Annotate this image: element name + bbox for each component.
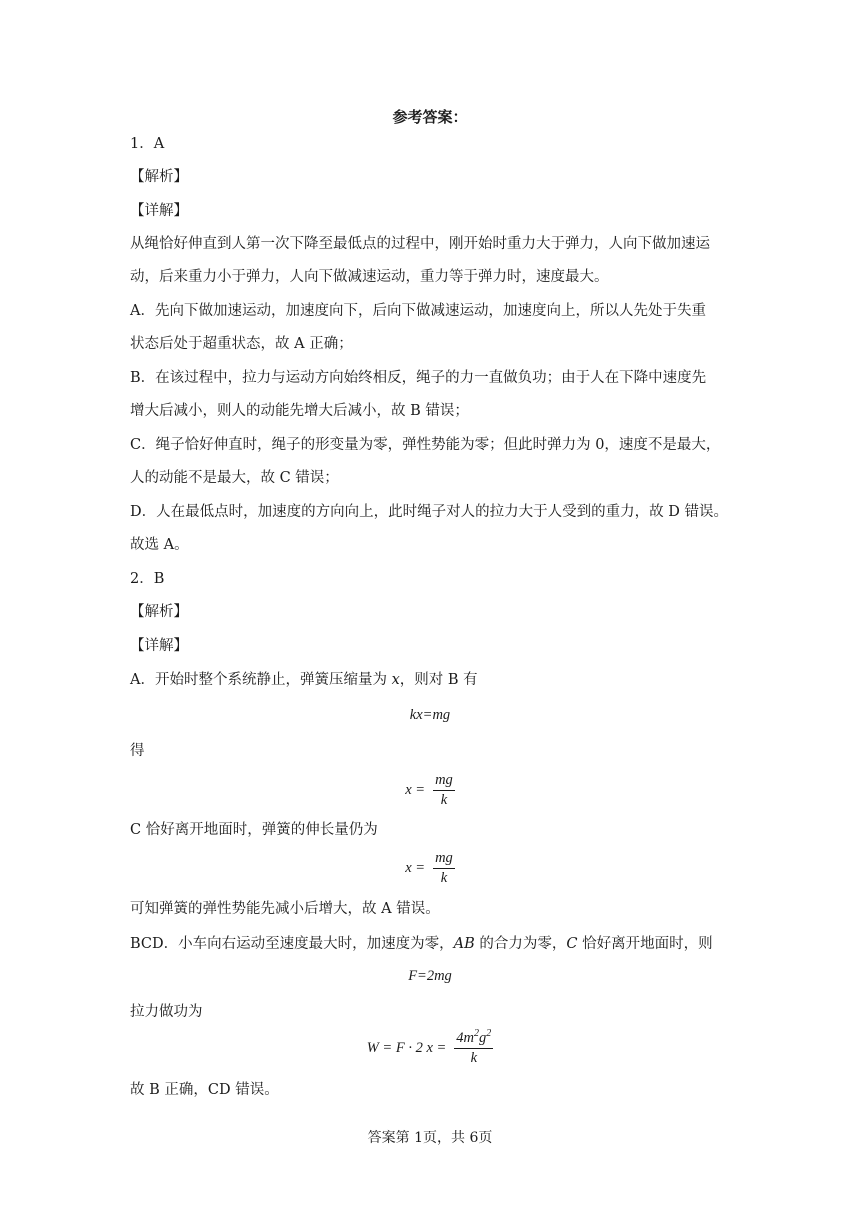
fraction-4m2g2-over-k xyxy=(454,1030,493,1067)
equation-work xyxy=(0,1030,860,1067)
q1-option-d: D．人在最低点时，加速度的方向向上，此时绳子对人的拉力大于人受到的重力，故 D 错误。 xyxy=(130,504,728,520)
q2-conclusion-a: 可知弹簧的弹性势能先减小后增大，故 A 错误。 xyxy=(130,901,440,917)
q2-analysis-label: 【解析】 xyxy=(130,604,188,620)
fraction-numerator: mg xyxy=(433,772,455,791)
q2-option-a-intro-post: ，则对 B 有 xyxy=(399,672,478,688)
q1-option-a-line1: A．先向下做加速运动，加速度向下，后向下做减速运动，加速度向上，所以人先处于失重 xyxy=(130,303,706,319)
fraction-numerator: mg xyxy=(433,850,455,869)
q1-detail-label: 【详解】 xyxy=(130,203,188,219)
equation-work-lhs: W = F · 2 x = xyxy=(366,1040,447,1056)
q2-detail-label: 【详解】 xyxy=(130,638,188,654)
q2-c-line: C 恰好离开地面时，弹簧的伸长量仍为 xyxy=(130,822,378,838)
q2-bcd-pre: BCD．小车向右运动至速度最大时，加速度为零， xyxy=(130,936,454,952)
page-footer: 答案第 1页，共 6页 xyxy=(367,1130,493,1146)
q2-option-a-intro-pre: A．开始时整个系统静止，弹簧压缩量为 xyxy=(130,672,392,688)
q2-de-label: 得 xyxy=(130,743,145,759)
q2-heading: 2．B xyxy=(130,571,165,587)
q1-paragraph-line2: 动，后来重力小于弹力，人向下做减速运动，重力等于弹力时，速度最大。 xyxy=(130,269,609,285)
q1-option-a-line2: 状态后处于超重状态，故 A 正确； xyxy=(130,336,353,352)
q2-option-a-intro-var: x xyxy=(391,672,400,688)
q2-bcd-c: C xyxy=(566,936,578,952)
q1-heading: 1．A xyxy=(130,136,165,152)
q1-option-b-line2: 增大后减小，则人的动能先增大后减小，故 B 错误； xyxy=(130,403,469,419)
q1-analysis-label: 【解析】 xyxy=(130,169,188,185)
q2-bcd-mid: 的合力为零， xyxy=(474,936,567,952)
q1-paragraph-line1: 从绳恰好伸直到人第一次下降至最低点的过程中，刚开始时重力大于弹力，人向下做加速运 xyxy=(130,236,710,252)
numerator-sup-1: 2 xyxy=(474,1028,480,1039)
fraction-denominator: k xyxy=(470,1050,477,1066)
q2-bcd-intro xyxy=(130,934,730,954)
equation-x-lhs: x = xyxy=(405,860,426,876)
q1-option-c-line1: C．绳子恰好伸直时，绳子的形变量为零，弹性势能为零；但此时弹力为 0，速度不是最大， xyxy=(130,437,721,453)
equation-x-mg-k-2 xyxy=(0,850,860,887)
numerator-sup-2: 2 xyxy=(486,1028,492,1039)
q1-choice: 故选 A。 xyxy=(130,537,189,553)
fraction-denominator: k xyxy=(440,870,448,886)
equation-x-lhs: x = xyxy=(405,782,426,798)
fraction-denominator: k xyxy=(440,792,448,808)
q1-option-c-line2: 人的动能不是最大，故 C 错误； xyxy=(130,470,339,486)
fraction-mg-over-k xyxy=(433,850,455,887)
page-title: 参考答案： xyxy=(392,108,468,126)
q2-bcd-ab: AB xyxy=(453,936,475,952)
numerator-g: g xyxy=(479,1030,487,1046)
q2-option-a-intro xyxy=(130,670,730,690)
fraction-numerator xyxy=(454,1030,493,1049)
numerator-4m: 4m xyxy=(456,1030,475,1046)
fraction-mg-over-k xyxy=(433,772,455,809)
equation-x-mg-k-1 xyxy=(0,772,860,809)
q2-work-label: 拉力做功为 xyxy=(130,1004,203,1020)
q2-bcd-post: 恰好离开地面时，则 xyxy=(577,936,713,952)
equation-f-2mg: F=2mg xyxy=(408,968,452,984)
q1-option-b-line1: B．在该过程中，拉力与运动方向始终相反，绳子的力一直做负功；由于人在下降中速度先 xyxy=(130,370,707,386)
q2-final: 故 B 正确，CD 错误。 xyxy=(130,1082,279,1098)
equation-kx-mg: kx=mg xyxy=(409,707,451,723)
